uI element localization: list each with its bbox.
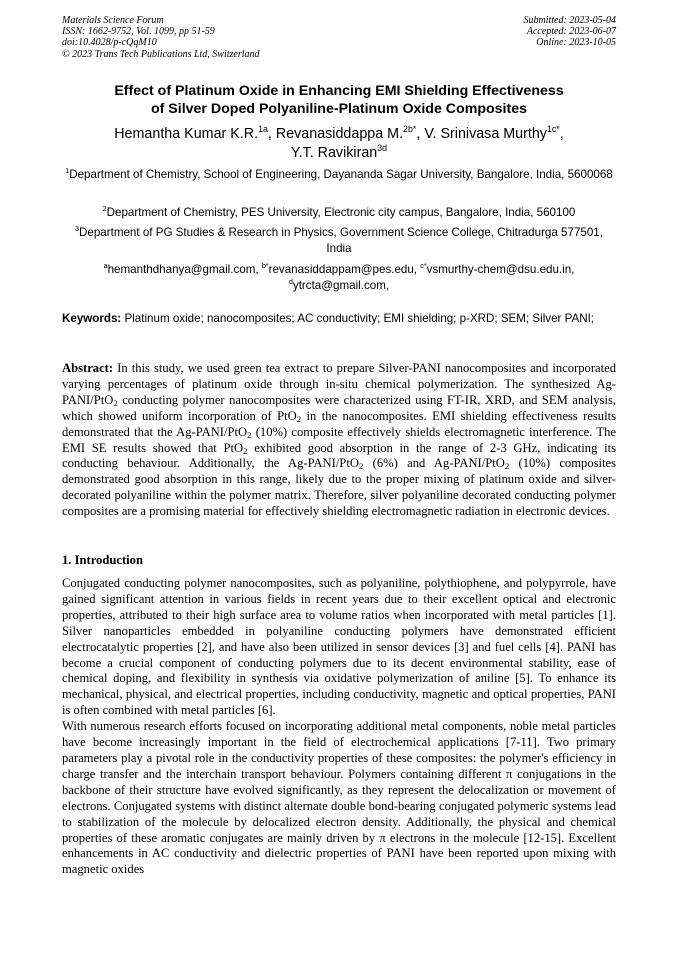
affiliation-number: 2 xyxy=(102,204,107,214)
intro-body xyxy=(62,576,616,878)
keywords-text: Platinum oxide; nanocomposites; AC conductivity; EMI shielding; p-XRD; SEM; Silver PANI; xyxy=(121,312,595,325)
intro-paragraph-1: Conjugated conducting polymer nanocomposites, such as polyaniline, polythiophene, and polypyrrole, have gained significant attention in various fields in recent years due to their excellent optical and electronic properties, attributed to their high surface area to volume ratios when incorporated with metal particles [1]. Silver nanoparticles embedded in polyaniline conducting polymers have demonstrated efficient electrocatalytic properties [2], and have also been utilized in sensor devices [3] and fuel cells [4]. PANI has become a crucial component of conducting polymers due to its decent environmental stability, ease of chemical doping, and flexibility in synthesis via oxidative polymerization of aniline [5]. To enhance its mechanical, physical, and electrical properties, including conductivity, magnetic and optical properties, PANI is often combined with metal particles [6]. xyxy=(62,576,616,718)
abstract-text: (10%) composites demonstrated good absorption in this range, likely due to the proper mixing of platinum oxide and silver-decorated polyaniline within the polymer matrix. Therefore, silver polyaniline decorated conducting polymer composites are a promising material for effectively shielding electromagnetic radiation in electronic devices. xyxy=(62,456,617,519)
email-address: vsmurthy-chem@dsu.edu.in, xyxy=(426,263,575,276)
author-separator: , xyxy=(416,126,425,142)
email-address: revanasiddappam@pes.edu, xyxy=(268,263,421,276)
abstract-text: in the nanocomposites. EMI shielding effectiveness results demonstrated that the Ag-PANI/PtO xyxy=(62,408,616,439)
author-name: Y.T. Ravikiran xyxy=(290,144,378,161)
email-address: ytrcta@gmail.com, xyxy=(292,278,390,292)
subscript: 2 xyxy=(504,461,510,472)
email-mark: b* xyxy=(261,261,269,271)
submitted-date: Submitted: 2023-05-04 xyxy=(523,15,616,26)
affiliation-1 xyxy=(62,167,616,183)
affiliation-3 xyxy=(62,225,616,256)
abstract-text: In this study, we used green tea extract to prepare Silver-PANI nanocomposites and incorporated varying percentages of platinum oxide through in-situ chemical polymerization. The synthesized Ag-PANI/PtO xyxy=(62,361,616,407)
subscript: 2 xyxy=(296,413,302,424)
copyright: © 2023 Trans Tech Publications Ltd, Switzerland xyxy=(62,48,260,60)
keywords-label: Keywords: xyxy=(62,312,122,325)
section-heading: 1. Introduction xyxy=(62,553,143,567)
affiliation-number: 1 xyxy=(65,166,70,176)
subscript: 2 xyxy=(247,429,252,440)
doi: doi:10.4028/p-cQqM10 xyxy=(62,37,157,49)
subscript: 2 xyxy=(358,461,364,472)
paper-title xyxy=(62,82,616,118)
affiliation-text: Department of PG Studies & Research in Physics, Government Science College, Chitradurga 577501, India xyxy=(79,226,603,255)
affiliation-number: 3 xyxy=(75,224,80,234)
journal-name: Materials Science Forum xyxy=(62,15,164,26)
author-affiliation-mark: 3d xyxy=(377,142,388,153)
email-mark: d xyxy=(288,276,293,286)
abstract xyxy=(62,361,616,520)
keywords xyxy=(62,311,616,327)
author-name: V. Srinivasa Murthy xyxy=(424,126,547,142)
affiliation-2 xyxy=(62,205,616,221)
subscript: 2 xyxy=(113,398,118,409)
intro-paragraph-2: With numerous research efforts focused on incorporating additional metal components, noble metal particles have become increasingly important in the field of electrochemical applications [7-11]. Two primary parameters play a pivotal role in the conductivity properties of these composites: the polymer's efficiency in charge transfer and the interchain transport behaviour. Polymers containing different π conjugations in the backbone of their structure have evolved significantly, as they represent the delocalization or movement of electrons. Conjugated systems with distinct alternate double bond-bearing conjugated polymeric systems lead to stabilization of the molecule by delocalized electron density. Additionally, the physical and chemical properties of these aromatic conjugates are mainly driven by π electrons in the molecule [12-15]. Excellent enhancements in AC conductivity and dielectric properties of PANI have been reported upon mixing with magnetic oxides xyxy=(62,719,616,877)
title-line-2: of Silver Doped Polyaniline-Platinum Oxide Composites xyxy=(150,101,528,117)
author-affiliation-mark: 1a xyxy=(258,124,268,135)
subscript: 2 xyxy=(243,445,248,456)
author-separator: , xyxy=(559,126,564,142)
author-affiliation-mark: 1c* xyxy=(546,124,560,135)
email-mark: c* xyxy=(420,261,427,271)
email-list xyxy=(62,262,616,293)
author-separator: , xyxy=(267,126,276,142)
email-mark: a xyxy=(103,261,108,271)
online-date: Online: 2023-10-05 xyxy=(536,37,616,49)
running-header-left xyxy=(62,15,260,60)
abstract-label: Abstract: xyxy=(62,361,114,375)
issn: ISSN: 1662-9752, Vol. 1099, pp 51-59 xyxy=(62,26,215,38)
accepted-date: Accepted: 2023-06-07 xyxy=(526,26,616,38)
author-name: Revanasiddappa M. xyxy=(275,126,404,142)
title-line-1: Effect of Platinum Oxide in Enhancing EMI Shielding Effectiveness xyxy=(114,83,564,99)
running-header-right xyxy=(524,15,617,49)
author-list xyxy=(62,125,616,162)
email-address: hemanthdhanya@gmail.com, xyxy=(107,263,262,276)
abstract-text: conducting polymer nanocomposites were characterized using FT-IR, XRD, and SEM analysis, which showed uniform incorporation of PtO xyxy=(62,392,616,423)
author-name: Hemantha Kumar K.R. xyxy=(114,126,259,142)
affiliation-text: Department of Chemistry, School of Engineering, Dayananda Sagar University, Bangalore, India, 5600068 xyxy=(69,168,613,181)
abstract-text: exhibited good absorption in the range of 2-3 GHz, indicating its conducting behaviour. Additionally, the Ag-PANI/PtO xyxy=(62,440,616,471)
abstract-text: (6%) and Ag-PANI/PtO xyxy=(363,456,505,471)
affiliation-text: Department of Chemistry, PES University, Electronic city campus, Bangalore, India, 560100 xyxy=(106,206,576,219)
abstract-text: (10%) composite effectively shields electromagnetic interference. The EMI SE results showed that PtO xyxy=(62,424,617,455)
author-affiliation-mark: 2b* xyxy=(403,124,417,135)
